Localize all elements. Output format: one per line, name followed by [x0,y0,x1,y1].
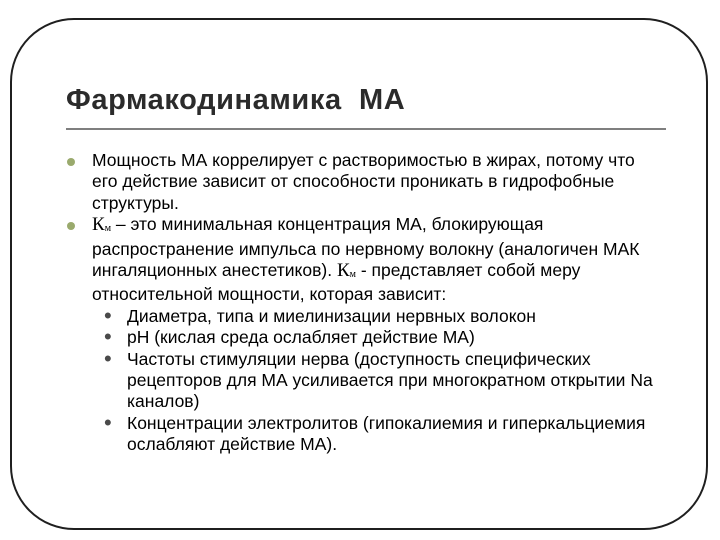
km-subscript: м [349,269,356,281]
slide-body [0,150,720,456]
sub-item-4 [0,409,667,456]
km-symbol [337,260,356,281]
bullet-text-2a: – это минимальная концентрация МА, блокирующая распространение импульса по нервному волокну (аналогичен МАК ингаляционных анестетиков). [92,214,640,281]
title-underline [66,128,666,130]
sub-item-3 [0,345,667,413]
bullet-dot-icon [67,158,75,166]
sub-bullet-icon: • [104,409,112,435]
km-subscript: м [104,223,112,235]
bullet-dot-icon [67,222,75,230]
bullet-text-1: Мощность МА коррелирует с растворимостью в жирах, потому что его действие зависит от способности проникать в гидрофобные структуры. [92,150,635,213]
sub-item-text: Частоты стимуляции нерва (доступность специфических рецепторов для МА усиливается при многократном открытии Na каналов) [127,348,653,412]
sub-bullet-icon: • [104,345,112,371]
sub-item-2 [0,324,667,350]
sub-item-text: Концентрации электролитов (гипокалиемия и гиперкальциемия ослабляют действие МА). [127,412,646,455]
sub-item-text: pH (кислая среда ослабляет действие МА) [127,327,475,348]
sub-bullet-icon: • [104,324,112,350]
bullet-text-2b: - представляет собой меру относительной мощности, которая зависит: [92,260,581,305]
km-symbol [92,214,111,235]
bullet-item-2 [0,214,652,306]
km-letter: К [92,214,105,236]
sub-item-text: Диаметра, типа и миелинизации нервных волокон [127,305,536,326]
slide-title: Фармакодинамика МА [66,84,406,116]
sub-bullet-icon: • [104,302,112,328]
sub-item-1 [0,302,667,328]
km-letter: К [336,260,350,282]
bullet-item-1 [0,150,652,214]
